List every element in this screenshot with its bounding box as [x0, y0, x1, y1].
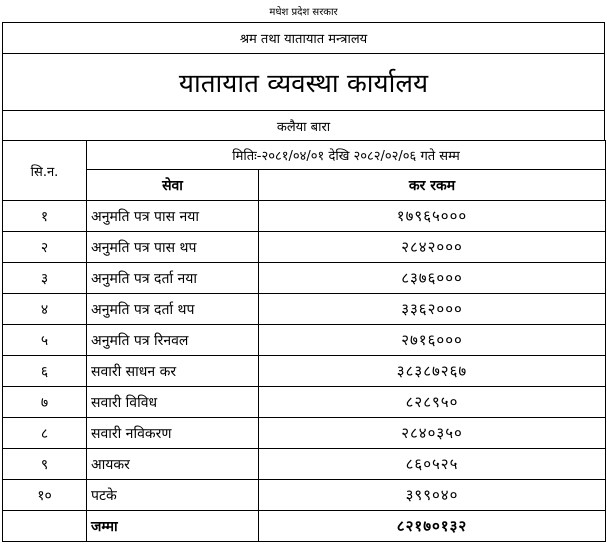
row-service: अनुमति पत्र पास थप [87, 232, 259, 263]
row-sn: १० [3, 480, 87, 511]
ministry-name: श्रम तथा यातायात मन्त्रालय [2, 22, 605, 53]
row-service: अनुमति पत्र दर्ता थप [87, 294, 259, 325]
table-row [3, 356, 606, 387]
table-row [3, 387, 606, 418]
row-sn: ७ [3, 387, 87, 418]
row-amount: १७९६५००० [259, 201, 606, 232]
row-service: सवारी नविकरण [87, 418, 259, 449]
service-header: सेवा [87, 170, 259, 201]
table-row [3, 263, 606, 294]
table-row [3, 201, 606, 232]
total-amount: ८२१७०१३२ [259, 511, 606, 542]
table-row [3, 325, 606, 356]
table-row [3, 418, 606, 449]
row-service: सवारी विविध [87, 387, 259, 418]
office-title: यातायात व्यवस्था कार्यालय [2, 53, 605, 110]
table-row [3, 449, 606, 480]
row-sn: ९ [3, 449, 87, 480]
table-row [3, 232, 606, 263]
row-service: आयकर [87, 449, 259, 480]
row-service: अनुमति पत्र पास नया [87, 201, 259, 232]
row-amount: २७१६००० [259, 325, 606, 356]
amount-header: कर रकम [259, 170, 606, 201]
table-row [3, 294, 606, 325]
sn-header: सि.न. [3, 141, 87, 201]
total-label: जम्मा [87, 511, 259, 542]
row-sn: ६ [3, 356, 87, 387]
row-sn: ३ [3, 263, 87, 294]
date-range: मितिः-२०८१/०४/०१ देखि २०८२/०२/०६ गते सम्म [87, 141, 606, 170]
row-sn: १ [3, 201, 87, 232]
row-service: अनुमति पत्र रिनवल [87, 325, 259, 356]
row-sn: ८ [3, 418, 87, 449]
row-sn: ५ [3, 325, 87, 356]
government-name: मधेश प्रदेश सरकार [269, 7, 338, 18]
total-sn-blank [3, 511, 87, 542]
office-location: कलैया बारा [2, 110, 605, 140]
row-amount: २८४२००० [259, 232, 606, 263]
revenue-table [2, 140, 606, 542]
row-amount: ८६०५२५ [259, 449, 606, 480]
row-amount: ३९९०४० [259, 480, 606, 511]
row-amount: ३३६२००० [259, 294, 606, 325]
row-sn: ४ [3, 294, 87, 325]
total-row [3, 511, 606, 542]
row-service: पटके [87, 480, 259, 511]
row-service: सवारी साधन कर [87, 356, 259, 387]
row-amount: ३८३८७२६७ [259, 356, 606, 387]
row-sn: २ [3, 232, 87, 263]
row-service: अनुमति पत्र दर्ता नया [87, 263, 259, 294]
row-amount: २८४०३५० [259, 418, 606, 449]
row-amount: ८३७६००० [259, 263, 606, 294]
row-amount: ८२८९५० [259, 387, 606, 418]
table-row [3, 480, 606, 511]
